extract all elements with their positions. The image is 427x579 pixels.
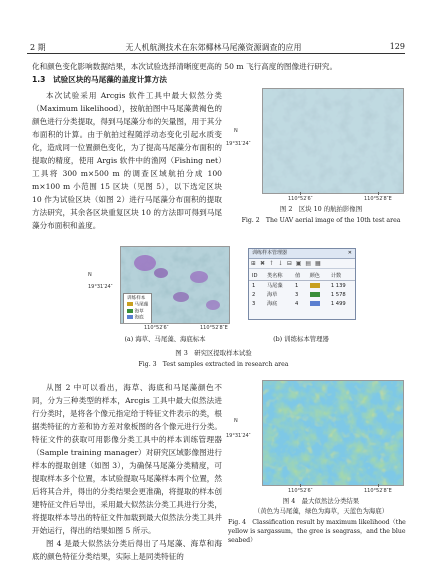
- color-swatch: [310, 283, 320, 288]
- row-id: 1: [252, 282, 256, 289]
- fig2-caption-cn: 图 2 区块 10 的航拍影像图: [279, 205, 363, 213]
- fig4-longitude-label-2: 110°52′8″E: [364, 488, 392, 494]
- table-header: 颜色: [309, 273, 320, 279]
- row-class-name: 海底: [266, 301, 278, 307]
- table-row[interactable]: [249, 290, 355, 299]
- row-color: [307, 281, 328, 291]
- row-count: 1 139: [330, 282, 346, 289]
- fig2-tick: [378, 192, 379, 195]
- row-value: 4: [295, 300, 299, 307]
- legend-swatch: [127, 315, 133, 319]
- running-title: 无人机航测技术在东郊椰林马尾藻资源调查的应用: [125, 43, 302, 52]
- fig4-classification-map: [262, 380, 404, 486]
- legend-label: 海草: [134, 309, 144, 314]
- manager-title: 训练样本管理器: [252, 250, 288, 256]
- page-number: 129: [389, 42, 405, 51]
- move-up-icon[interactable]: ↑: [268, 260, 275, 267]
- row-value: 3: [295, 291, 299, 298]
- fig2-aerial-photo: [262, 88, 404, 194]
- move-down-icon[interactable]: ↓: [277, 260, 284, 267]
- table-row[interactable]: [249, 299, 355, 308]
- row-count: 1 578: [330, 291, 346, 298]
- fig3-latitude-label: 19°31′24″: [88, 284, 113, 290]
- legend-label: 海底: [134, 315, 144, 321]
- manager-toolbar: [249, 259, 355, 269]
- row-color: [307, 290, 328, 299]
- merge-icon[interactable]: ⊞: [251, 260, 258, 267]
- fig3-caption-en: Fig. 3 Test samples extracted in research area: [138, 361, 289, 368]
- graph-icon[interactable]: ▦: [314, 260, 322, 267]
- top-paragraph: 化和颜色变化影响数据结果，本次试验选择清晰度更高的 50 m 飞行高度的图像进行研究。: [32, 62, 338, 71]
- fig2-latitude-label: 19°31′24″: [226, 141, 251, 147]
- fig2-longitude-label-1: 110°52′6″: [288, 196, 313, 202]
- table-header: 值: [295, 273, 301, 279]
- row-id: 2: [252, 291, 256, 298]
- fig4-caption-en-2: yellow is sargassum，the gree is seagrass，and the blue seabed）: [228, 528, 406, 544]
- figure-2: [226, 86, 404, 206]
- paragraph-method: 本次试验采用 Arcgis 软件工具中最大似然分类（Maximum likelihood），按航拍图中马尾藻黄褐色的颜色进行分类提取，得到马尾藻分布的矢量图，用于其分布面积的计算。由于航拍过程随浮动态变化引起水质变化，造成同一位置颜色变化，为了提高马尾藻分布面积的提取的精度，使用 Argis 软件中的渔网（Fishing net）工具将 300 m×500 m 的调查区域航拍分成 100 m×100 m 小范围 15 区块（见图 5），以下选定区块 10 作为试验区块（如图 2）进行马尾藻分布面积的提取方法研究，其余各区块重复区块 10 的方法即可得到马尾藻分布面积和盖度。: [32, 91, 222, 230]
- split-icon[interactable]: ⊟: [286, 260, 293, 267]
- legend-swatch: [127, 309, 133, 313]
- table-header-row: [249, 271, 355, 281]
- fig4-tick: [378, 484, 379, 487]
- paragraph-classification: 从图 2 中可以看出，海草、海底和马尾藻颜色不同，分为三种类型的样本，Arcgis 工具中最大似然法进行分类时，是将各个像元指定给于特征文件表示的类，根据类特征的方差和协方差对象板图的各个像元进行分类。特征文件的获取可用影像分类工具中的样本训练管理器（Sample training manager）对研究区域影像图进行样本的提取创建（如图 3），为确保马尾藻分类精度，可提取样本多个位置，本试验提取马尾藻样本两个位置，然后将其合并，得出的分类结果会更准确，将提取的样本创建特征文件后导出，采用最大似然法分类工具进行分类，将提取样本导出的特征文件加载到最大似然法分类工具并开始运行，得出的结果如图 5 所示。: [32, 383, 222, 535]
- fig4-caption-cn-note: （黄色为马尾藻，绿色为海草，天蓝色为海底）: [253, 507, 389, 515]
- fig2-north-label: N: [234, 128, 238, 134]
- fig3a-legend-title: 训练样本: [127, 296, 146, 301]
- table-header: 计数: [330, 273, 342, 279]
- legend-label: 马尾藻: [134, 302, 149, 308]
- fig4-latitude-label: 19°31′24″: [226, 433, 251, 439]
- fig3a-sample-photo: [120, 246, 230, 324]
- legend-swatch: [127, 302, 133, 306]
- paragraph-result: 图 4 是最大似然法分类后得出了马尾藻、海草和海底的颜色特征分类结果，实际上是同类特征的: [32, 539, 222, 561]
- fig2-aerial-image: [263, 89, 403, 193]
- row-id: 3: [252, 300, 256, 307]
- fig4-tick: [300, 484, 301, 487]
- fig3b-label: (b) 训练标本管理器: [273, 335, 329, 343]
- issue-number: 2 期: [30, 43, 46, 52]
- figure-3: [88, 246, 358, 336]
- fig3a-legend: [123, 293, 152, 324]
- fig4-longitude-label-1: 110°52′6″: [288, 488, 313, 494]
- table-row[interactable]: [249, 281, 355, 291]
- row-class-name: 海草: [266, 292, 278, 298]
- fig3-longitude-label-2: 110°52′8″E: [200, 325, 228, 331]
- fig4-caption-cn: 图 4 最大似然法分类结果: [282, 497, 360, 505]
- left-paragraph-bottom: [32, 381, 222, 563]
- fig4-classified-image: [263, 381, 403, 485]
- fig3-north-label: N: [88, 272, 92, 278]
- header-rule: [27, 53, 405, 54]
- fig2-tick: [300, 192, 301, 195]
- training-sample-manager-window: [248, 248, 356, 320]
- fig3-caption-cn: 图 3 研究区提取样本试验: [175, 349, 252, 357]
- manager-table: [249, 271, 355, 308]
- open-icon[interactable]: ▤: [305, 260, 313, 267]
- manager-title-bar: [249, 249, 355, 259]
- fig2-longitude-label-2: 110°52′8″E: [364, 196, 392, 202]
- row-class-name: 马尾藻: [266, 283, 283, 289]
- fig3a-label: (a) 海草、马尾藻、海底标本: [124, 335, 206, 343]
- section-heading: 1.3 试验区块的马尾藻的盖度计算方法: [32, 75, 167, 84]
- close-icon[interactable]: ✕: [347, 250, 352, 256]
- table-header: 类名称: [266, 273, 283, 279]
- fig2-caption-en: Fig. 2 The UAV aerial image of the 10th test area: [241, 217, 401, 224]
- fig3a-legend-item: [127, 315, 148, 322]
- figure-4: [226, 378, 404, 498]
- color-swatch: [310, 292, 320, 297]
- row-color: [307, 299, 328, 308]
- save-icon[interactable]: ▣: [295, 260, 303, 267]
- fig4-caption-en-1: Fig. 4 Classification result by maximum likelihood（the: [228, 519, 406, 526]
- delete-icon[interactable]: ✖: [259, 260, 266, 267]
- row-count: 1 499: [330, 300, 346, 307]
- left-paragraph-top: [32, 89, 222, 232]
- fig3-longitude-label-1: 110°52′6″: [144, 325, 169, 331]
- color-swatch: [310, 301, 320, 306]
- fig4-north-label: N: [234, 418, 238, 424]
- row-value: 1: [295, 282, 299, 289]
- table-header: ID: [252, 272, 258, 279]
